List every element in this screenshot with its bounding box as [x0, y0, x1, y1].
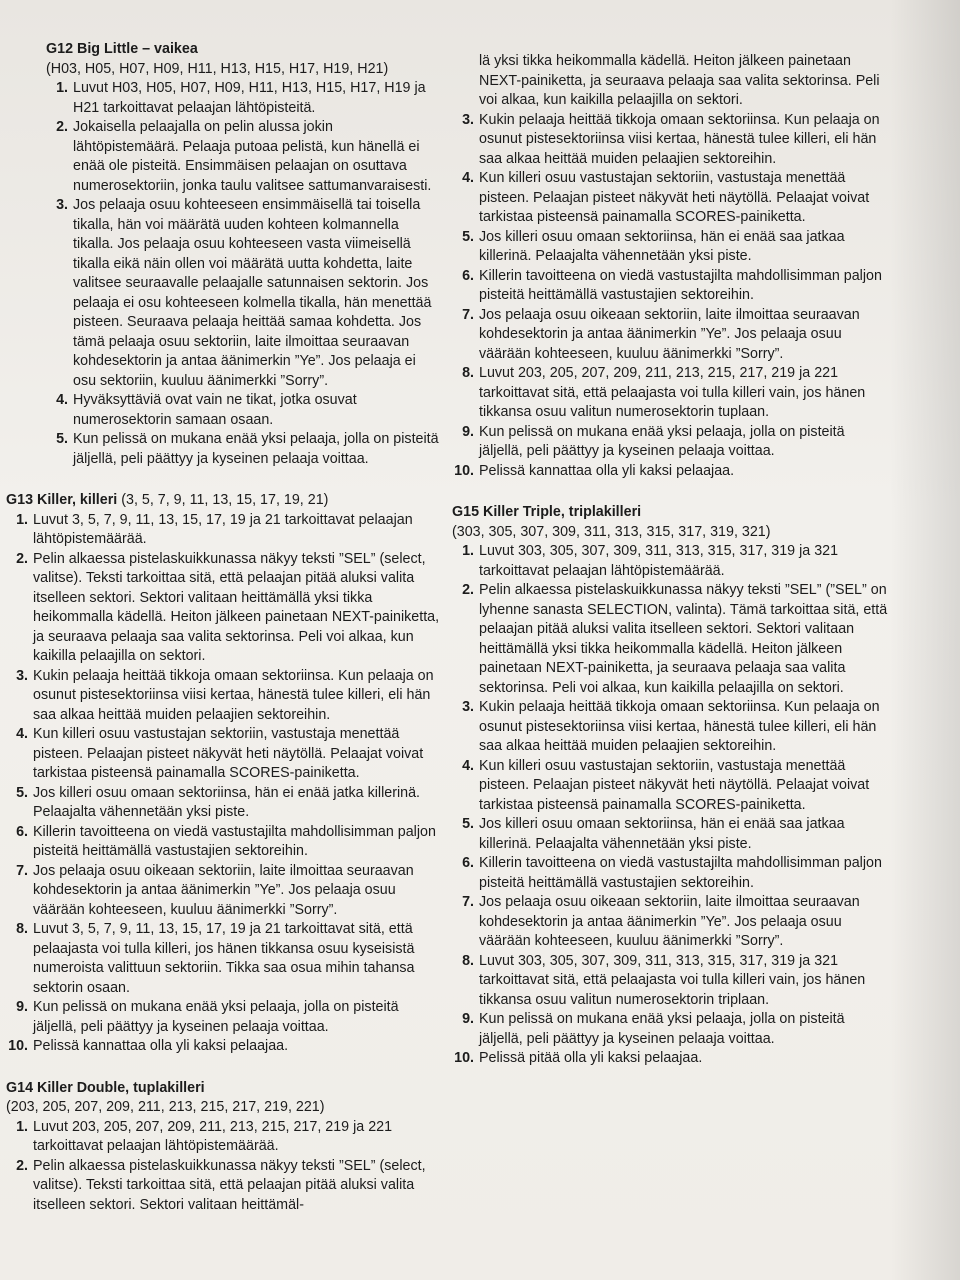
rule-number: 10. — [454, 1050, 474, 1066]
rule-item — [46, 430, 442, 469]
rule-number: 3. — [16, 667, 28, 684]
rule-number: 1. — [462, 543, 474, 559]
rule-text: Jos killeri osuu omaan sektoriinsa, hän ei enää saa jatkaa killerinä. Pelaajalta vähennetään yksi piste. — [479, 228, 845, 264]
game-range: (H03, H05, H07, H09, H11, H13, H15, H17, H19, H21) — [46, 60, 389, 77]
rule-number: 5. — [462, 228, 474, 245]
rule-number: 6. — [462, 855, 474, 871]
rule-text: Luvut H03, H05, H07, H09, H11, H13, H15, H17, H19 ja H21 tarkoittavat pelaajan lähtöpisteitä. — [73, 80, 426, 116]
rule-number: 1. — [16, 511, 28, 528]
rule-item — [452, 169, 892, 228]
rule-text: Pelissä kannattaa olla yli kaksi pelaajaa. — [479, 462, 735, 479]
rule-number: 4. — [462, 757, 474, 774]
rule-number: 7. — [16, 862, 28, 879]
rule-text: Killerin tavoitteena on viedä vastustajilta mahdollisimman paljon pisteitä heittämällä vastustajien sektoreihin. — [33, 823, 436, 859]
rule-item — [452, 893, 892, 952]
rule-list — [46, 79, 442, 469]
game-section — [452, 503, 892, 1069]
rule-text: Kun pelissä on mukana enää yksi pelaaja, jolla on pisteitä jäljellä, peli päättyy ja kyseinen pelaaja voittaa. — [73, 431, 439, 467]
rule-number: 7. — [462, 894, 474, 910]
continued-text: lä yksi tikka heikommalla kädellä. Heiton jälkeen painetaan NEXT-painiketta, ja seuraava pelaaja saa valita sektorinsa. Peli voi alkaa, kun kaikilla pelaajilla on sektori. — [479, 53, 880, 108]
rule-number: 2. — [16, 550, 28, 567]
rule-item — [6, 725, 442, 784]
rule-item — [46, 79, 442, 118]
game-title — [6, 491, 442, 511]
rule-item — [6, 667, 442, 726]
rule-number: 1. — [16, 1118, 28, 1135]
rule-item — [452, 462, 892, 482]
rule-item — [6, 784, 442, 823]
rule-text: Pelissä kannattaa olla yli kaksi pelaajaa. — [33, 1038, 289, 1054]
rule-item — [6, 1157, 442, 1216]
rule-number: 1. — [56, 80, 68, 96]
rule-text: Kun pelissä on mukana enää yksi pelaaja, jolla on pisteitä jäljellä, peli päättyy ja kyseinen pelaaja voittaa. — [33, 999, 399, 1035]
rule-text: Jos killeri osuu omaan sektoriinsa, hän ei enää jatka killerinä. Pelaajalta vähennetään yksi piste. — [33, 784, 421, 820]
rule-item — [452, 854, 892, 893]
game-title-text: G12 Big Little – vaikea — [46, 41, 198, 57]
rule-text: Hyväksyttäviä ovat vain ne tikat, jotka osuvat numerosektorin samaan osaan. — [73, 392, 357, 428]
rule-number: 3. — [56, 197, 68, 213]
left-column — [6, 40, 442, 1237]
rule-number: 10. — [8, 1038, 28, 1054]
game-range: (3, 5, 7, 9, 11, 13, 15, 17, 19, 21) — [117, 492, 329, 508]
rule-text: Kun killeri osuu vastustajan sektoriin, vastustaja menettää pisteen. Pelaajan pisteet näkyvät heti näytöllä. Pelaajat voivat tarkistaa pisteensä painamalla SCORES-painiketta. — [33, 726, 424, 781]
rule-number: 9. — [462, 423, 474, 440]
rule-text: Luvut 3, 5, 7, 9, 11, 13, 15, 17, 19 ja 21 tarkoittavat sitä, että pelaajasta voi tulla killeri, jos hänen tikkansa osuu kyseisistä numeroista valittuun sektoriin. Tikka saa osua mihin tahansa sektorin osaan. — [33, 921, 415, 996]
rule-number: 6. — [16, 823, 28, 840]
rule-item — [452, 1049, 892, 1069]
game-range: (203, 205, 207, 209, 211, 213, 215, 217, 219, 221) — [6, 1099, 325, 1115]
rule-item — [452, 952, 892, 1011]
rule-number: 5. — [462, 816, 474, 832]
rule-item — [452, 364, 892, 423]
rule-item — [452, 698, 892, 757]
rule-text: Kukin pelaaja heittää tikkoja omaan sektoriinsa. Kun pelaaja on osunut pistesektoriinsa viisi kertaa, hänestä tulee killeri, eli hän saa alkaa heittää muiden pelaajien sektoreihin. — [33, 667, 434, 723]
rule-item — [6, 920, 442, 998]
rule-number: 8. — [462, 365, 474, 381]
game-section — [6, 40, 442, 469]
rule-number: 4. — [462, 170, 474, 186]
rule-item — [452, 1010, 892, 1049]
rule-text: Jos pelaaja osuu oikeaan sektoriin, laite ilmoittaa seuraavan kohdesektorin ja antaa äänimerkin ”Ye”. Jos pelaaja osuu väärään kohteeseen, kuuluu äänimerkki ”Sorry”. — [479, 306, 860, 362]
rule-text: Jos pelaaja osuu oikeaan sektoriin, laite ilmoittaa seuraavan kohdesektorin ja antaa äänimerkin ”Ye”. Jos pelaaja osuu väärään kohteeseen, kuuluu äänimerkki ”Sorry”. — [479, 894, 860, 949]
rule-number: 8. — [16, 921, 28, 937]
rule-text: Pelin alkaessa pistelaskuikkunassa näkyy teksti ”SEL” (”SEL” on lyhenne sanasta SELECTION, valinta). Tämä tarkoittaa sitä, että pelaajan pitää aluksi valita itselleen sektori. Sektori valitaan heittämällä yksi tikka heikommalla kädellä. Heiton jälkeen painetaan NEXT-painiketta, ja seuraava pelaaja saa valita sektorinsa. Peli voi alkaa, kun kaikilla pelaajilla on sektori. — [479, 582, 888, 696]
rule-text: Luvut 303, 305, 307, 309, 311, 313, 315, 317, 319 ja 321 tarkoittavat sitä, että pelaajasta voi tulla killeri vain, jos hänen tikkansa osuu valitun numerosektorin triplaan. — [479, 952, 866, 1008]
rule-text: Kukin pelaaja heittää tikkoja omaan sektoriinsa. Kun pelaaja on osunut pistesektoriinsa viisi kertaa, hänestä tulee killeri, eli hän saa alkaa heittää muiden pelaajien sektoreihin. — [479, 111, 880, 167]
rule-item — [6, 1118, 442, 1157]
game-title — [46, 40, 442, 60]
rule-list — [452, 542, 892, 1069]
game-title-text: G14 Killer Double, tuplakilleri — [6, 1079, 205, 1096]
rule-item — [6, 1037, 442, 1057]
rule-item — [452, 757, 892, 816]
rule-number: 10. — [454, 462, 474, 479]
game-title — [6, 1079, 442, 1099]
rule-text: Luvut 203, 205, 207, 209, 211, 213, 215, 217, 219 ja 221 tarkoittavat pelaajan lähtöpistemäärää. — [33, 1118, 393, 1154]
rule-text: Jokaisella pelaajalla on pelin alussa jokin lähtöpistemäärä. Pelaaja putoaa pelistä, kun hänellä ei enää ole pisteitä. Ensimmäisen pelaajan on osuttava numerosektoriin, jonka taulu valitsee sattumanvaraisesti. — [73, 119, 432, 194]
rule-number: 5. — [56, 431, 68, 447]
rule-number: 9. — [16, 999, 28, 1015]
rule-number: 2. — [462, 582, 474, 598]
rule-text: Killerin tavoitteena on viedä vastustajilta mahdollisimman paljon pisteitä heittämällä vastustajien sektoreihin. — [479, 267, 882, 303]
rule-list — [452, 111, 892, 482]
rule-number: 3. — [462, 699, 474, 715]
rule-text: Luvut 303, 305, 307, 309, 311, 313, 315, 317, 319 ja 321 tarkoittavat pelaajan lähtöpistemäärää. — [479, 543, 839, 579]
rule-number: 5. — [16, 784, 28, 801]
rule-number: 6. — [462, 267, 474, 284]
rule-item — [452, 423, 892, 462]
rule-text: Pelin alkaessa pistelaskuikkunassa näkyy teksti ”SEL” (select, valitse). Teksti tarkoittaa sitä, että pelaajan pitää aluksi valita itselleen sektori. Sektori valitaan heittämällä yksi tikka heikommalla kädellä. Heiton jälkeen painetaan NEXT-painiketta, ja seuraava pelaaja saa valita sektorinsa. Peli voi alkaa, kun kaikilla pelaajilla on sektori. — [33, 550, 440, 664]
rule-text: Pelin alkaessa pistelaskuikkunassa näkyy teksti ”SEL” (select, valitse). Teksti tarkoittaa sitä, että pelaajan pitää aluksi valita itselleen sektori. Sektori valitaan heittämäl- — [33, 1157, 426, 1213]
rule-number: 2. — [16, 1157, 28, 1174]
rule-text: Kun killeri osuu vastustajan sektoriin, vastustaja menettää pisteen. Pelaajan pisteet näkyvät heti näytöllä. Pelaajat voivat tarkistaa pisteensä painamalla SCORES-painiketta. — [479, 757, 870, 813]
rule-item — [6, 862, 442, 921]
rule-text: Killerin tavoitteena on viedä vastustajilta mahdollisimman paljon pisteitä heittämällä vastustajien sektoreihin. — [479, 855, 882, 891]
rule-item — [452, 306, 892, 365]
rule-item — [6, 823, 442, 862]
rule-number: 4. — [56, 392, 68, 408]
rule-item — [452, 111, 892, 170]
game-title-text: G13 Killer, killeri — [6, 492, 118, 508]
rule-number: 3. — [462, 111, 474, 128]
rule-text: Kun killeri osuu vastustajan sektoriin, vastustaja menettää pisteen. Pelaajan pisteet näkyvät heti näytöllä. Pelaajat voivat tarkistaa pisteensä painamalla SCORES-painiketta. — [479, 170, 870, 225]
game-section — [6, 1079, 442, 1216]
rule-text: Luvut 203, 205, 207, 209, 211, 213, 215, 217, 219 ja 221 tarkoittavat sitä, että pelaajasta voi tulla killeri vain, jos hänen tikkansa osuu valitun numerosektorin tuplaan. — [479, 365, 866, 420]
rule-item — [452, 267, 892, 306]
rule-number: 9. — [462, 1011, 474, 1027]
game-range: (303, 305, 307, 309, 311, 313, 315, 317, 319, 321) — [452, 523, 771, 540]
rule-text: Kukin pelaaja heittää tikkoja omaan sektoriinsa. Kun pelaaja on osunut pistesektoriinsa viisi kertaa, hänestä tulee killeri, eli hän saa alkaa heittää muiden pelaajien sektoreihin. — [479, 699, 880, 754]
continued-section — [452, 52, 892, 481]
rule-item — [452, 581, 892, 698]
rule-text: Kun pelissä on mukana enää yksi pelaaja, jolla on pisteitä jäljellä, peli päättyy ja kyseinen pelaaja voittaa. — [479, 1011, 845, 1047]
rule-list — [6, 511, 442, 1057]
rule-number: 2. — [56, 119, 68, 135]
rule-number: 7. — [462, 306, 474, 323]
rule-item — [452, 228, 892, 267]
rule-text: Jos pelaaja osuu oikeaan sektoriin, laite ilmoittaa seuraavan kohdesektorin ja antaa äänimerkin ”Ye”. Jos pelaaja osuu väärään kohteeseen, kuuluu äänimerkki ”Sorry”. — [33, 862, 414, 918]
game-section — [6, 491, 442, 1057]
rule-item — [46, 391, 442, 430]
rule-number: 8. — [462, 952, 474, 969]
rule-item — [452, 542, 892, 581]
rule-item — [6, 511, 442, 550]
rule-text: Jos killeri osuu omaan sektoriinsa, hän ei enää saa jatkaa killerinä. Pelaajalta vähennetään yksi piste. — [479, 816, 845, 852]
rule-text: Pelissä pitää olla yli kaksi pelaajaa. — [479, 1050, 703, 1066]
rule-item — [452, 815, 892, 854]
rule-text: Luvut 3, 5, 7, 9, 11, 13, 15, 17, 19 ja 21 tarkoittavat pelaajan lähtöpistemäärää. — [33, 511, 413, 547]
rule-item — [6, 998, 442, 1037]
rule-number: 4. — [16, 726, 28, 742]
right-column — [452, 52, 892, 1091]
rule-item — [6, 550, 442, 667]
rule-text: Kun pelissä on mukana enää yksi pelaaja, jolla on pisteitä jäljellä, peli päättyy ja kyseinen pelaaja voittaa. — [479, 423, 845, 459]
rule-item — [46, 196, 442, 391]
rule-item — [46, 118, 442, 196]
game-title: G15 Killer Triple, triplakilleri — [452, 504, 642, 520]
rule-list — [6, 1118, 442, 1216]
page-edge-shadow — [890, 0, 960, 1280]
rule-text: Jos pelaaja osuu kohteeseen ensimmäisellä tai toisella tikalla, hän voi määrätä uuden kohteen kolmannella tikalla. Jos pelaaja osuu kohteeseen vasta viimeisellä tikalla eikä näin ollen voi määrätä uutta kohdetta, laite valitsee seuraavalle pelaajalle satunnaisen sektorin. Jos pelaaja ei osu kohteeseen kolmella tikalla, hän menettää pisteen. Seuraava pelaaja heittää samaa kohdetta. Jos tämä pelaaja osuu sektoriin, laite ilmoittaa seuraavan kohdesektorin ja antaa äänimerkin ”Ye”. Jos pelaaja ei osu sektoriin, kuuluu äänimerkki ”Sorry”. — [73, 197, 432, 389]
